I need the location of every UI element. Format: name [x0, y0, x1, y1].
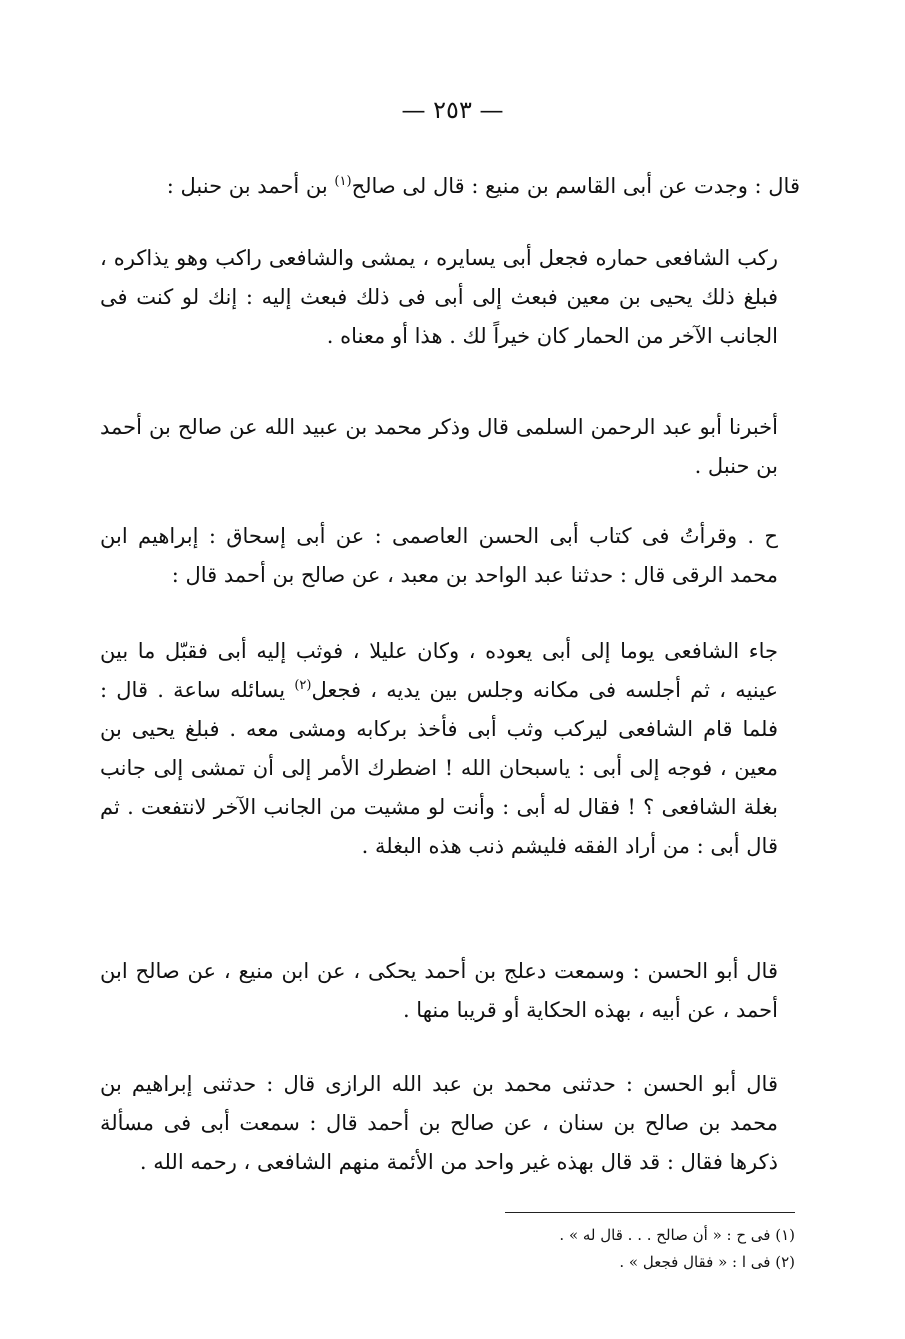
paragraph-6 [100, 952, 800, 1030]
paragraph-1 [100, 167, 800, 206]
footnote-ref-1: (١) [334, 174, 352, 189]
paragraph-1-text: قال : وجدت عن أبى القاسم بن منيع : قال لى صالح [351, 174, 800, 198]
paragraph-3 [100, 408, 800, 486]
paragraph-1-tail: بن أحمد بن حنبل : [166, 174, 335, 198]
paragraph-6-text: قال أبو الحسن : وسمعت دعلج بن أحمد يحكى ، عن ابن منيع ، عن صالح ابن أحمد ، عن أبيه ، بهذه الحكاية أو قريبا منها . [100, 959, 778, 1022]
footnotes [400, 1222, 795, 1276]
paragraph-2-text: ركب الشافعى حماره فجعل أبى يسايره ، يمشى والشافعى راكب وهو يذاكره ، فبلغ ذلك يحيى بن معين فبعث إلى أبى فى ذلك فبعث إليه : إنك لو كنت فى الجانب الآخر من الحمار كان خيراً لك . هذا أو معناه . [100, 246, 778, 348]
paragraph-3-text: أخبرنا أبو عبد الرحمن السلمى قال وذكر محمد بن عبيد الله عن صالح بن أحمد بن حنبل . [100, 415, 778, 478]
paragraph-7-text: قال أبو الحسن : حدثنى محمد بن عبد الله الرازى قال : حدثنى إبراهيم بن محمد بن صالح بن سنان ، عن صالح بن أحمد قال : سمعت أبى فى مسألة ذكرها فقال : قد قال بهذه غير واحد من الأئمة منهم الشافعى ، رحمه الله . [100, 1072, 778, 1174]
footnote-divider [505, 1212, 795, 1213]
paragraph-5-text-a: جاء الشافعى يوما إلى أبى يعوده ، وكان عليلا ، فوثب إليه أبى فقبّل ما بين عينيه ، ثم أجلسه فى مكانه وجلس بين يديه ، فجعل [100, 639, 778, 702]
paragraph-7 [100, 1065, 800, 1182]
paragraph-5-text-b: يسائله ساعة . قال : فلما قام الشافعى ليركب وثب أبى فأخذ بركابه ومشى معه . فبلغ يحيى بن معين ، فوجه إلى أبى : ياسبحان الله ! اضطرك الأمر إلى أن تمشى إلى جانب بغلة الشافعى ؟ ! فقال له أبى : وأنت لو مشيت من الجانب الآخر لانتفعت . ثم قال أبى : من أراد الفقه فليشم ذنب هذه البغلة . [100, 678, 778, 858]
page-number: — ٢٥٣ — [401, 96, 504, 124]
paragraph-2 [100, 239, 800, 356]
footnote-1: (١) فى ح : « أن صالح . . . قال له » . [559, 1226, 795, 1244]
paragraph-4-text: ح . وقرأتُ فى كتاب أبى الحسن العاصمى : عن أبى إسحاق : إبراهيم ابن محمد الرقى قال : حدثنا عبد الواحد بن معبد ، عن صالح بن أحمد قال : [100, 524, 778, 587]
paragraph-5 [100, 632, 800, 866]
footnote-2: (٢) فى ا : « فقال فجعل » . [619, 1253, 795, 1271]
paragraph-4 [100, 517, 800, 595]
footnote-ref-2: (٢) [294, 678, 312, 693]
